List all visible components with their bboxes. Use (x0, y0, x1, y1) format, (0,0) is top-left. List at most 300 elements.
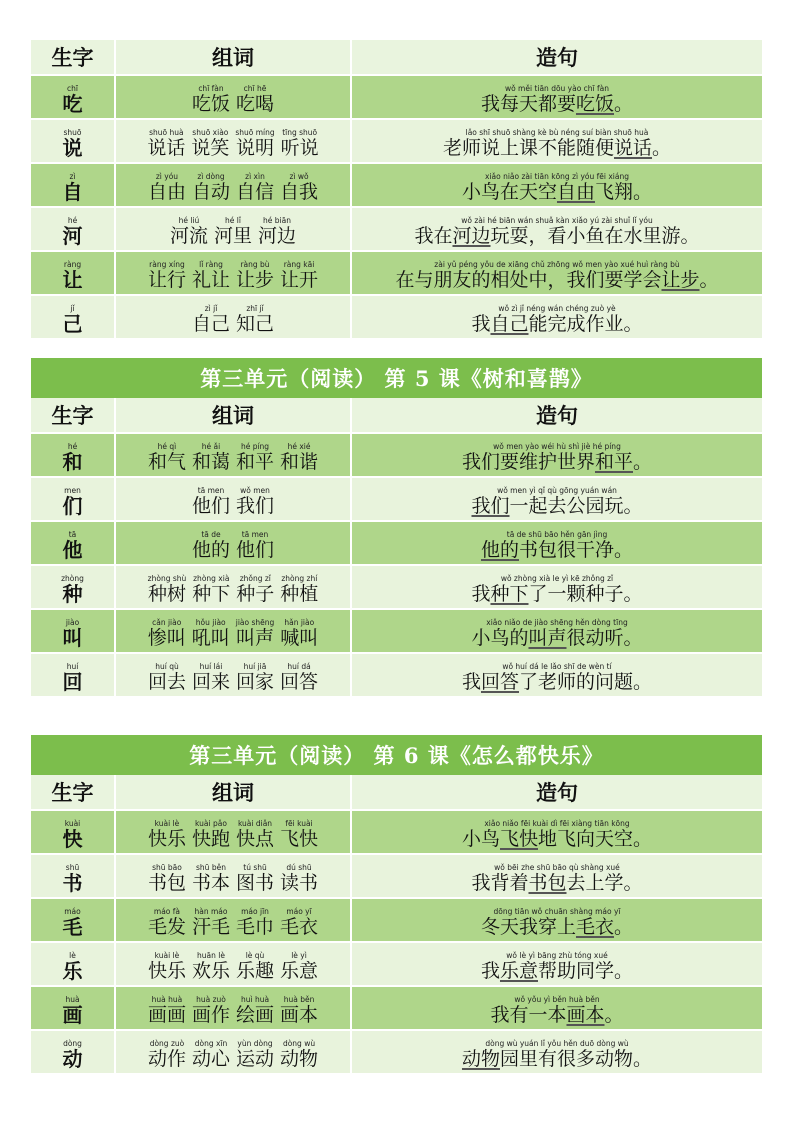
sentence-keyword: 和平 (594, 451, 633, 473)
char-wrap (63, 951, 83, 985)
sentence-part: 我 (480, 960, 500, 982)
sentence-pinyin: wǒ men yào wéi hù shì jiè hé píng (493, 442, 621, 451)
word-hanzi: 自由 (147, 181, 186, 203)
example-sentence (481, 951, 633, 982)
words-cell (115, 854, 351, 898)
vocab-table (31, 40, 762, 338)
word-hanzi: 自动 (191, 181, 230, 203)
word-pinyin: fēi kuài (285, 819, 313, 828)
word-pinyin: kuài pǎo (195, 819, 227, 828)
word-hanzi: 让开 (280, 269, 319, 291)
char-pinyin: kuài (64, 819, 81, 828)
words-cell (115, 163, 351, 207)
example-sentence (471, 863, 642, 894)
example-sentence (471, 486, 642, 517)
sentence-part: 了老师的问题。 (519, 671, 653, 693)
char-pinyin: ràng (63, 260, 82, 269)
sentence-part: 我们要维护世界 (461, 451, 595, 473)
char-pinyin: tā (68, 530, 77, 539)
char-hanzi: 书 (62, 871, 83, 895)
word-item (236, 574, 274, 605)
word-pinyin: huí lái (199, 662, 223, 671)
sentence-keyword: 自己 (490, 313, 529, 335)
word-pinyin: dòng zuò (149, 1039, 185, 1048)
word-item (236, 819, 274, 850)
word-item (192, 863, 230, 894)
example-sentence (462, 1039, 652, 1070)
word-item (148, 819, 186, 850)
words-cell (115, 1030, 351, 1073)
char-hanzi: 画 (62, 1003, 83, 1027)
word-hanzi: 种下 (192, 583, 231, 605)
table-row (31, 521, 762, 565)
word-hanzi: 吼叫 (191, 627, 230, 649)
word-item (192, 304, 230, 335)
char-pinyin: zhòng (61, 574, 84, 583)
word-pinyin: zì dòng (197, 172, 225, 181)
word-pinyin: kuài diǎn (237, 819, 273, 828)
word-pinyin: zhòng shù (147, 574, 187, 583)
header-char: 生字 (31, 398, 115, 433)
word-pinyin: zhòng zhí (281, 574, 318, 583)
char-hanzi: 和 (62, 450, 83, 474)
char-cell (31, 251, 115, 295)
word-item (236, 260, 274, 291)
sentence-wrap (481, 951, 633, 985)
sentence-part: 书包很干净。 (519, 539, 634, 561)
example-sentence (443, 128, 671, 159)
char-cell (31, 565, 115, 609)
word-hanzi: 河边 (258, 225, 297, 247)
example-sentence (471, 618, 642, 649)
words-cell (115, 75, 351, 119)
sentence-keyword: 回答 (480, 671, 519, 693)
sentence-text (481, 539, 633, 561)
word-item (280, 819, 318, 850)
table-row (31, 75, 762, 119)
table-header-row (31, 775, 762, 810)
sentence-part: 。 (699, 269, 719, 291)
word-pinyin: huà běn (283, 995, 315, 1004)
word-hanzi: 和蔼 (191, 451, 230, 473)
word-hanzi: 说笑 (191, 137, 230, 159)
word-hanzi: 说明 (236, 137, 275, 159)
word-hanzi: 种植 (280, 583, 319, 605)
char-cell (31, 898, 115, 942)
word-item (148, 863, 186, 894)
char-pinyin: chī (67, 84, 78, 93)
word-item (192, 530, 230, 561)
sentence-pinyin: wǒ zhòng xià le yì kē zhǒng zǐ (500, 574, 614, 583)
word-list (148, 172, 318, 206)
sentence-pinyin: wǒ zài hé biān wán shuǎ kàn xiǎo yú zài shuǐ lǐ yóu (461, 216, 653, 225)
sentence-cell (351, 609, 762, 653)
word-pinyin: tā de (201, 530, 221, 539)
sentence-pinyin: wǒ bēi zhe shū bāo qù shàng xué (494, 863, 620, 872)
word-hanzi: 毛衣 (280, 916, 319, 938)
word-hanzi: 惨叫 (147, 627, 186, 649)
sentence-text (443, 137, 671, 159)
word-hanzi: 画本 (280, 1004, 319, 1026)
word-hanzi: 快跑 (191, 828, 230, 850)
word-pinyin: hé lǐ (225, 216, 241, 225)
word-list (148, 618, 319, 652)
char-wrap (63, 84, 83, 118)
word-item (236, 84, 274, 115)
word-hanzi: 汗毛 (191, 916, 230, 938)
word-pinyin: zhī jǐ (246, 304, 264, 313)
sentence-keyword: 我们 (471, 495, 510, 517)
sentence-text (481, 93, 633, 115)
char-hanzi: 快 (62, 827, 83, 851)
char-wrap (63, 172, 83, 206)
word-item (148, 662, 186, 693)
new-character (63, 618, 83, 649)
word-list (192, 84, 274, 118)
word-list (148, 260, 318, 294)
word-hanzi: 自我 (280, 181, 319, 203)
sentence-keyword: 种下 (490, 583, 529, 605)
word-item (280, 863, 318, 894)
word-pinyin: tīng shuō (282, 128, 318, 137)
sentence-keyword: 说话 (613, 137, 652, 159)
table-row (31, 207, 762, 251)
header-words: 组词 (115, 398, 351, 433)
word-item (280, 172, 318, 203)
char-wrap (63, 819, 83, 853)
word-item (236, 486, 274, 517)
word-hanzi: 说话 (147, 137, 186, 159)
word-hanzi: 和气 (147, 451, 186, 473)
header-char: 生字 (31, 775, 115, 810)
table-row (31, 609, 762, 653)
word-item (258, 216, 296, 247)
sentence-text (414, 225, 699, 247)
sentence-part: 一起去公园玩。 (509, 495, 643, 517)
char-hanzi: 他 (62, 538, 83, 562)
word-item (214, 216, 252, 247)
word-pinyin: jiào shēng (235, 618, 275, 627)
header-sentence: 造句 (351, 40, 762, 75)
word-item (280, 995, 318, 1026)
sentence-part: 冬天我穿上 (480, 916, 576, 938)
sentence-cell (351, 854, 762, 898)
sentence-wrap (471, 574, 642, 608)
char-cell (31, 295, 115, 338)
char-cell (31, 653, 115, 696)
word-hanzi: 自己 (191, 313, 230, 335)
sentence-keyword: 自由 (556, 181, 595, 203)
word-item (192, 84, 230, 115)
sentence-part: 帮助同学。 (538, 960, 634, 982)
sentence-pinyin: wǒ huí dá le lǎo shī de wèn tí (502, 662, 612, 671)
sentence-part: 我有一本 (490, 1004, 567, 1026)
sentence-pinyin: wǒ lè yì bāng zhù tóng xué (506, 951, 608, 960)
word-hanzi: 河里 (213, 225, 252, 247)
example-sentence (395, 260, 718, 291)
sentence-keyword: 河边 (452, 225, 491, 247)
word-item (236, 863, 274, 894)
word-item (192, 260, 230, 291)
header-words: 组词 (115, 40, 351, 75)
sentence-part: 我 (471, 583, 491, 605)
word-item (148, 995, 186, 1026)
sentence-part: 。 (604, 1004, 624, 1026)
word-pinyin: hàn máo (194, 907, 228, 916)
word-hanzi: 叫声 (235, 627, 274, 649)
word-item (148, 1039, 186, 1070)
char-hanzi: 说 (62, 136, 83, 160)
word-hanzi: 他的 (191, 539, 230, 561)
word-pinyin: hé píng (240, 442, 270, 451)
sentence-cell (351, 75, 762, 119)
char-cell (31, 477, 115, 521)
words-cell (115, 898, 351, 942)
sentence-part: 小鸟 (461, 828, 500, 850)
word-item (280, 1039, 318, 1070)
word-item (148, 574, 187, 605)
char-wrap (63, 260, 83, 294)
word-hanzi: 吃饭 (191, 93, 230, 115)
word-hanzi: 回家 (236, 671, 275, 693)
word-hanzi: 读书 (280, 872, 319, 894)
word-hanzi: 运动 (236, 1048, 275, 1070)
words-cell (115, 653, 351, 696)
char-pinyin: jǐ (70, 304, 75, 313)
sentence-part: 飞翔。 (595, 181, 653, 203)
word-pinyin: zì yóu (155, 172, 179, 181)
vocab-table (31, 775, 762, 1073)
word-hanzi: 快乐 (147, 960, 186, 982)
lesson-section (31, 735, 762, 1073)
table-row (31, 898, 762, 942)
words-cell (115, 521, 351, 565)
word-pinyin: huà huà (151, 995, 183, 1004)
word-pinyin: kuài lè (154, 819, 180, 828)
sentence-text (462, 828, 652, 850)
sentence-wrap (471, 863, 642, 897)
word-item (236, 1039, 274, 1070)
word-item (148, 907, 186, 938)
example-sentence (490, 995, 623, 1026)
word-hanzi: 飞快 (280, 828, 319, 850)
sentence-cell (351, 942, 762, 986)
word-item (236, 951, 274, 982)
sentence-text (481, 960, 633, 982)
word-item (280, 618, 318, 649)
word-hanzi: 图书 (236, 872, 275, 894)
word-pinyin: lè qù (245, 951, 265, 960)
words-cell (115, 810, 351, 854)
sentence-part: 我 (461, 671, 481, 693)
sentence-pinyin: dōng tiān wǒ chuān shàng máo yī (493, 907, 621, 916)
example-sentence (462, 172, 652, 203)
word-hanzi: 画画 (147, 1004, 186, 1026)
word-pinyin: hé biān (263, 216, 291, 225)
sentence-text (471, 583, 642, 605)
char-pinyin: dòng (63, 1039, 82, 1048)
sentence-cell (351, 810, 762, 854)
word-pinyin: lè yì (291, 951, 307, 960)
table-row (31, 251, 762, 295)
table-row (31, 810, 762, 854)
sentence-wrap (462, 1039, 652, 1073)
word-hanzi: 动作 (147, 1048, 186, 1070)
char-cell (31, 75, 115, 119)
word-hanzi: 吃喝 (236, 93, 275, 115)
new-character (63, 172, 83, 203)
word-hanzi: 听说 (280, 137, 319, 159)
word-hanzi: 快点 (236, 828, 275, 850)
word-pinyin: shū bāo (152, 863, 182, 872)
word-hanzi: 让步 (236, 269, 275, 291)
word-list (148, 574, 319, 608)
char-cell (31, 986, 115, 1030)
sentence-cell (351, 653, 762, 696)
char-hanzi: 让 (62, 268, 83, 292)
word-hanzi: 乐意 (280, 960, 319, 982)
new-character (63, 995, 83, 1026)
new-character (63, 442, 83, 473)
word-item (192, 662, 230, 693)
sentence-part: 园里有很多动物。 (500, 1048, 653, 1070)
example-sentence (481, 84, 633, 115)
sentence-text (471, 313, 642, 335)
sentence-part: 小鸟在天空 (461, 181, 557, 203)
sentence-pinyin: zài yǔ péng yǒu de xiāng chǔ zhōng wǒ men yào xué huì ràng bù (434, 260, 680, 269)
sentence-pinyin: xiǎo niǎo fēi kuài dì fēi xiàng tiān kōng (484, 819, 630, 828)
sentence-keyword: 吃饭 (575, 93, 614, 115)
example-sentence (414, 216, 699, 247)
table-row (31, 986, 762, 1030)
sentence-cell (351, 433, 762, 477)
char-wrap (63, 863, 83, 897)
table-row (31, 119, 762, 163)
char-pinyin: hé (67, 216, 78, 225)
word-item (192, 995, 230, 1026)
sentence-wrap (462, 819, 652, 853)
new-character (63, 530, 83, 561)
word-pinyin: chī fàn (198, 84, 224, 93)
word-list (148, 819, 318, 853)
word-pinyin: zhòng xià (193, 574, 230, 583)
sentence-wrap (481, 84, 633, 118)
char-wrap (63, 618, 83, 652)
word-pinyin: huà zuò (196, 995, 226, 1004)
sentence-keyword: 乐意 (499, 960, 538, 982)
example-sentence (471, 574, 642, 605)
word-hanzi: 书本 (191, 872, 230, 894)
sentence-pinyin: xiǎo niǎo zài tiān kōng zì yóu fēi xiáng (484, 172, 629, 181)
word-pinyin: hé xié (287, 442, 311, 451)
sentence-text (471, 872, 642, 894)
word-hanzi: 回来 (191, 671, 230, 693)
word-pinyin: hé qì (157, 442, 177, 451)
word-pinyin: shuō huà (149, 128, 184, 137)
word-hanzi: 种子 (236, 583, 275, 605)
sentence-wrap (481, 907, 633, 941)
table-row (31, 295, 762, 338)
sentence-wrap (481, 530, 633, 564)
word-item (236, 530, 274, 561)
new-character (63, 863, 83, 894)
header-char: 生字 (31, 40, 115, 75)
word-list (148, 951, 318, 985)
sentence-pinyin: wǒ zì jǐ néng wán chéng zuò yè (498, 304, 616, 313)
char-cell (31, 609, 115, 653)
char-hanzi: 动 (62, 1047, 83, 1071)
word-pinyin: shuō míng (235, 128, 275, 137)
word-hanzi: 书包 (147, 872, 186, 894)
word-pinyin: yùn dòng (237, 1039, 273, 1048)
word-pinyin: hǎn jiào (284, 618, 315, 627)
word-pinyin: zì jǐ (204, 304, 218, 313)
word-hanzi: 礼让 (191, 269, 230, 291)
word-pinyin: hé liú (178, 216, 200, 225)
sentence-cell (351, 898, 762, 942)
sentence-keyword: 叫声 (528, 627, 567, 649)
new-character (63, 907, 83, 938)
sentence-part: 很动听。 (566, 627, 643, 649)
word-hanzi: 他们 (236, 539, 275, 561)
sentence-part: 。 (614, 93, 634, 115)
sentence-wrap (395, 260, 718, 294)
sentence-text (462, 181, 652, 203)
word-item (148, 618, 186, 649)
word-hanzi: 他们 (191, 495, 230, 517)
word-pinyin: huì huà (240, 995, 270, 1004)
word-pinyin: cǎn jiào (152, 618, 182, 627)
word-list (147, 128, 318, 162)
word-item (192, 819, 230, 850)
word-hanzi: 毛发 (147, 916, 186, 938)
vocab-table (31, 398, 762, 696)
sentence-text (462, 451, 652, 473)
sentence-pinyin: dòng wù yuán lǐ yǒu hěn duō dòng wù (485, 1039, 629, 1048)
word-list (170, 216, 296, 250)
char-cell (31, 1030, 115, 1073)
new-character (63, 260, 83, 291)
example-sentence (481, 907, 633, 938)
words-cell (115, 565, 351, 609)
new-character (63, 84, 83, 115)
sentence-part: 小鸟的 (471, 627, 529, 649)
word-item (236, 618, 275, 649)
sentence-part: 老师说上课不能随便 (442, 137, 614, 159)
sentence-cell (351, 986, 762, 1030)
char-wrap (63, 304, 83, 338)
char-pinyin: men (64, 486, 81, 495)
word-hanzi: 动物 (280, 1048, 319, 1070)
word-pinyin: hǒu jiào (195, 618, 226, 627)
lesson-banner: 第三单元（阅读） 第 5 课《树和喜鹊》 (31, 358, 762, 398)
word-item (236, 304, 274, 335)
char-hanzi: 叫 (62, 626, 83, 650)
sentence-cell (351, 477, 762, 521)
table-row (31, 477, 762, 521)
sentence-part: 在与朋友的相处中，我们要学会 (395, 269, 662, 291)
word-item (148, 172, 186, 203)
char-pinyin: zì (69, 172, 76, 181)
word-item (148, 442, 186, 473)
char-wrap (63, 486, 83, 520)
word-hanzi: 回去 (147, 671, 186, 693)
char-pinyin: shū (65, 863, 80, 872)
sentence-wrap (490, 995, 623, 1029)
char-wrap (63, 442, 83, 476)
sentence-part: 能完成作业。 (528, 313, 643, 335)
char-cell (31, 810, 115, 854)
